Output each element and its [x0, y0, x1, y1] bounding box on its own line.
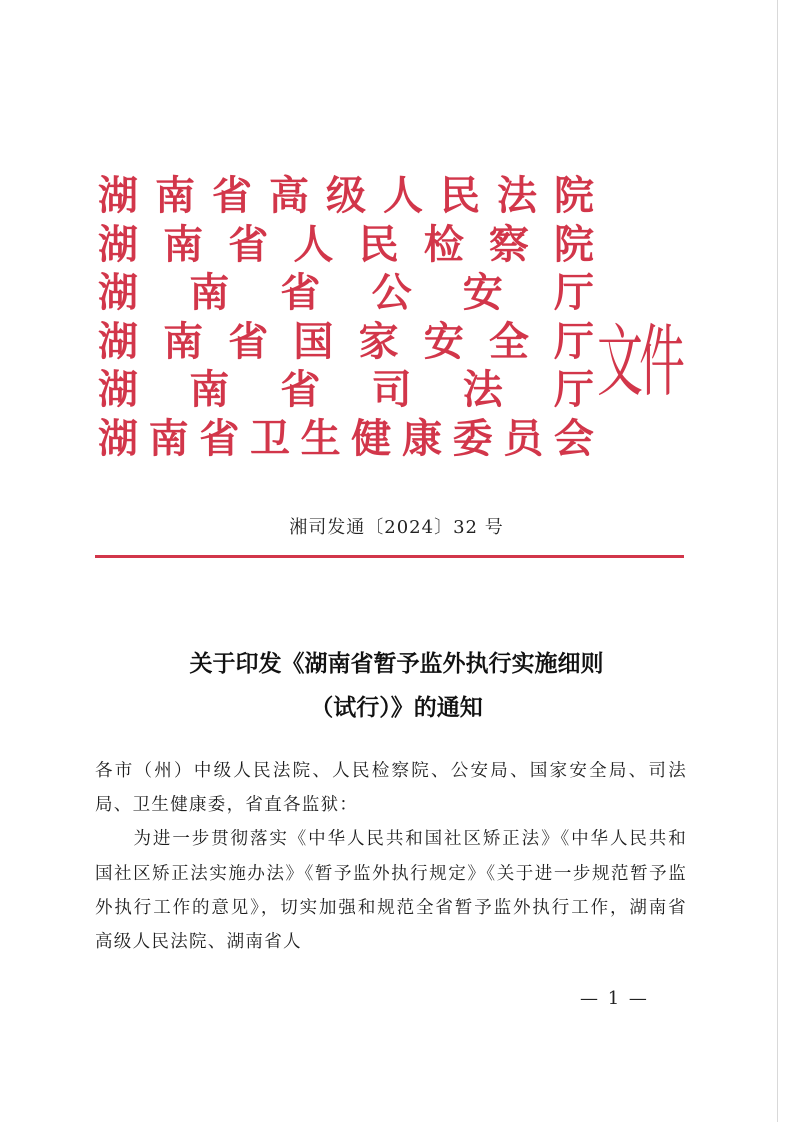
issuer-char: 人: [293, 220, 334, 268]
issuer-char: 湖: [98, 414, 138, 462]
issuer-char: 察: [488, 220, 529, 268]
issuer-char: 员: [503, 414, 544, 462]
issuer-list: [96, 172, 596, 464]
issuer-char: 厅: [553, 269, 594, 317]
issuer-char: 健: [351, 414, 392, 462]
title-line-2: （试行）》的通知: [310, 694, 483, 721]
issuer-char: 全: [488, 317, 529, 365]
issuer-char: 法: [462, 366, 503, 414]
issuer-char: 湖: [98, 172, 138, 219]
issuer-char: 省: [280, 366, 321, 414]
issuer-char: 检: [423, 220, 464, 268]
document-number: 湘司发通〔2024〕32 号: [289, 517, 504, 538]
notice-title: [0, 642, 793, 730]
issuer-char: 湖: [98, 269, 138, 317]
issuer-char: 湖: [98, 220, 138, 268]
issuer-line: [96, 221, 596, 270]
issuer-char: 生: [300, 414, 341, 462]
issuer-char: 省: [212, 172, 252, 219]
issuer-char: 国: [293, 317, 334, 365]
issuer-char: 省: [228, 220, 269, 268]
issuer-char: 安: [462, 269, 503, 317]
issuer-line: [96, 172, 596, 221]
issuer-char: 法: [497, 172, 537, 219]
issuer-line: [96, 366, 596, 415]
issuer-char: 会: [553, 414, 594, 462]
issuer-char: 南: [163, 220, 204, 268]
issuer-char: 南: [189, 269, 230, 317]
issuer-char: 民: [440, 172, 480, 219]
issuer-char: 高: [269, 172, 309, 219]
issuer-char: 安: [423, 317, 464, 365]
issuer-char: 南: [155, 172, 195, 219]
issuer-char: 委: [452, 414, 493, 462]
issuer-char: 级: [326, 172, 366, 219]
issuer-char: 省: [228, 317, 269, 365]
issuer-char: 院: [554, 172, 594, 219]
issuer-char: 省: [199, 414, 240, 462]
issuer-char: 南: [189, 366, 230, 414]
issuer-char: 厅: [553, 366, 594, 414]
red-divider: [95, 555, 684, 558]
issuer-char: 康: [401, 414, 442, 462]
issuer-char: 家: [358, 317, 399, 365]
issuer-char: 省: [280, 269, 321, 317]
issuer-char: 公: [371, 269, 412, 317]
body-paragraph: 为进一步贯彻落实《中华人民共和国社区矫正法》《中华人民共和国社区矫正法实施办法》《暂予监外执行规定》《关于进一步规范暂予监外执行工作的意见》，切实加强和规范全省暂予监外执行工作，湖南省高级人民法院、湖南省人: [95, 829, 687, 953]
page-number: — 1 —: [580, 988, 649, 1009]
issuer-char: 民: [358, 220, 399, 268]
addressee: 各市（州）中级人民法院、人民检察院、公安局、国家安全局、司法局、卫生健康委，省直各监狱：: [95, 761, 687, 816]
issuer-char: 司: [371, 366, 412, 414]
issuer-char: 南: [148, 414, 189, 462]
issuer-char: 卫: [249, 414, 290, 462]
page-edge-line: [777, 0, 778, 1122]
issuer-char: 厅: [553, 317, 594, 365]
document-word: 文件: [597, 315, 681, 408]
issuer-char: 南: [163, 317, 204, 365]
issuer-line: [96, 318, 596, 367]
notice-body: [95, 754, 687, 959]
title-line-1: 关于印发《湖南省暂予监外执行实施细则: [189, 650, 604, 677]
issuer-line: [96, 269, 596, 318]
issuer-char: 院: [553, 220, 594, 268]
issuer-char: 人: [383, 172, 423, 219]
issuer-char: 湖: [98, 317, 138, 365]
issuer-line: [96, 415, 596, 464]
issuer-char: 湖: [98, 366, 138, 414]
